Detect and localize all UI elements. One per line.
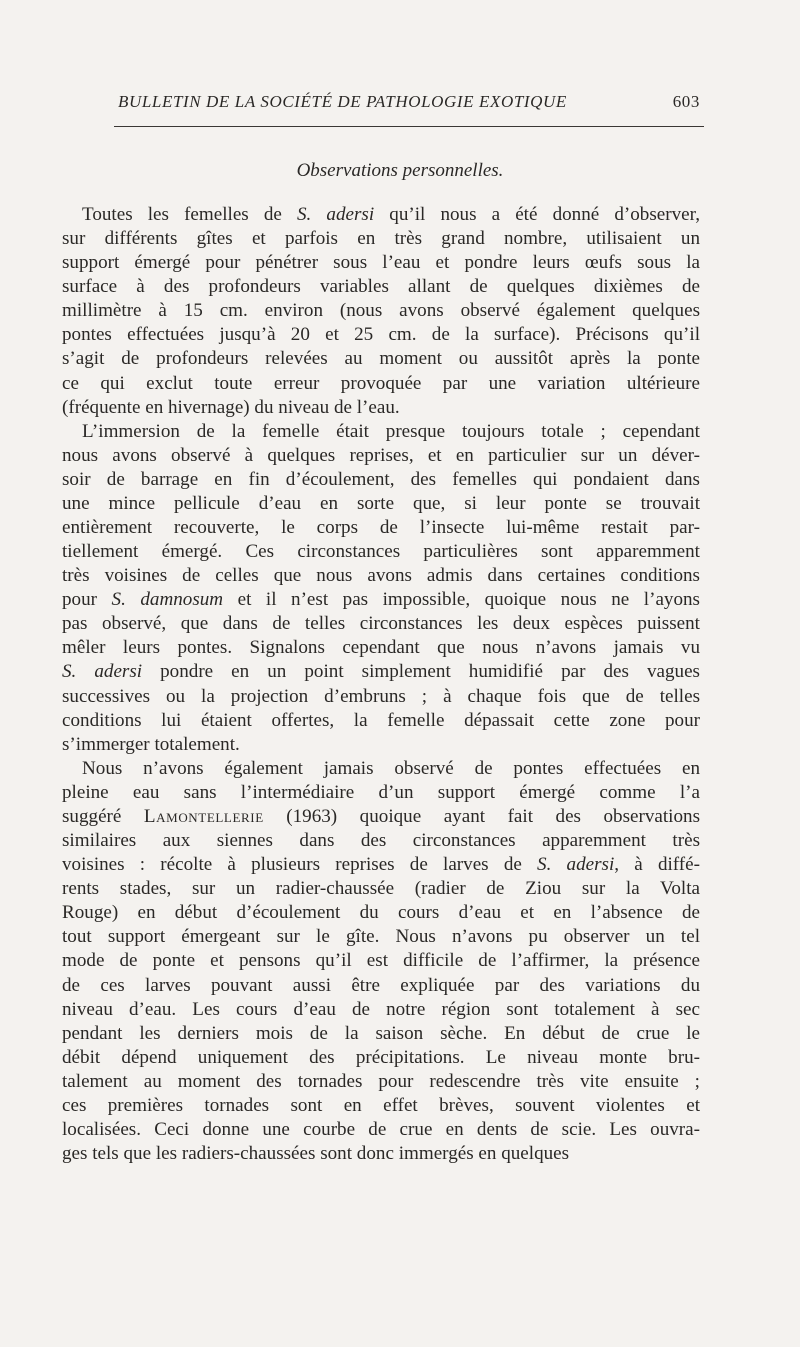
text-run: s’immerger totalement.: [62, 733, 240, 755]
text-run: voisines : récolte à plusieurs reprises de larves de: [62, 854, 538, 876]
text-run: tout support émergeant sur le gîte. Nous n’avons pu observer un tel: [62, 926, 700, 948]
text-line: [62, 492, 700, 516]
text-line: [62, 949, 700, 973]
text-run: mêler leurs pontes. Signalons cependant que nous n’avons jamais vu: [62, 637, 700, 659]
text-line: [62, 588, 700, 612]
text-run: tiellement émergé. Ces circonstances particulières sont apparemment: [62, 541, 700, 563]
italic-text: S. adersi: [62, 661, 143, 683]
text-line: [62, 323, 700, 347]
text-line: [62, 805, 700, 829]
text-line: [62, 709, 700, 733]
text-line: [62, 1094, 700, 1118]
text-line: [62, 420, 700, 444]
section-title: Observations personnelles.: [296, 160, 504, 181]
text-run: localisées. Ceci donne une courbe de crue en dents de scie. Les ouvra-: [62, 1118, 700, 1140]
page-number: 603: [672, 92, 700, 111]
text-line: [62, 516, 700, 540]
text-line: [62, 1142, 700, 1166]
text-run: surface à des profondeurs variables allant de quelques dixièmes de: [62, 276, 700, 298]
text-run: L’immersion de la femelle était presque toujours totale ; cependant: [82, 420, 700, 442]
text-line: [62, 203, 700, 227]
text-line: [62, 974, 700, 998]
text-line: [62, 251, 700, 275]
text-line: [62, 781, 700, 805]
text-run: Toutes les femelles de: [82, 204, 297, 225]
text-run: successives ou la projection d’embruns ; à chaque fois que de telles: [62, 685, 700, 707]
text-run: ges tels que les radiers-chaussées sont donc immergés en quelques: [62, 1143, 570, 1165]
text-run: sur différents gîtes et parfois en très grand nombre, utilisaient un: [62, 228, 700, 250]
text-line: [62, 444, 700, 468]
text-run: rents stades, sur un radier-chaussée (radier de Ziou sur la Volta: [62, 878, 700, 900]
text-run: nous avons observé à quelques reprises, et en particulier sur un déver-: [62, 444, 700, 466]
text-line: [62, 829, 700, 853]
text-line: [62, 1022, 700, 1046]
text-run: pleine eau sans l’intermédiaire d’un support émergé comme l’a: [62, 781, 700, 803]
header-rule: [114, 126, 704, 127]
text-run: s’agit de profondeurs relevées au moment ou aussitôt après la ponte: [62, 348, 700, 370]
text-line: [62, 396, 700, 420]
body-text: [62, 203, 700, 1166]
text-run: Nous n’avons également jamais observé de pontes effectuées en: [82, 757, 700, 779]
text-run: pas observé, que dans de telles circonstances les deux espèces puissent: [62, 613, 700, 635]
text-run: , à diffé-: [614, 854, 700, 876]
text-run: de ces larves pouvant aussi être expliquée par des variations du: [62, 974, 700, 996]
text-run: qu’il nous a été donné d’observer,: [374, 204, 700, 225]
text-run: (fréquente en hivernage) du niveau de l’eau.: [62, 396, 400, 418]
text-line: [62, 1118, 700, 1142]
text-run: talement au moment des tornades pour redescendre très vite ensuite ;: [62, 1070, 700, 1092]
text-run: pontes effectuées jusqu’à 20 et 25 cm. de la surface). Précisons qu’il: [62, 324, 700, 346]
text-line: [62, 925, 700, 949]
text-run: mode de ponte et pensons qu’il est difficile de l’affirmer, la présence: [62, 950, 700, 972]
paragraph: [62, 757, 700, 1166]
text-run: (1963) quoique ayant fait des observations: [263, 805, 700, 827]
paragraph: [62, 420, 700, 757]
text-line: [62, 275, 700, 299]
text-run: et il n’est pas impossible, quoique nous ne l’ayons: [223, 589, 700, 611]
text-line: [62, 468, 700, 492]
author-name: Lamontellerie: [143, 805, 264, 827]
text-run: similaires aux siennes dans des circonstances apparemment très: [62, 830, 700, 852]
paragraph: [62, 203, 700, 420]
text-line: [62, 636, 700, 660]
text-line: [62, 877, 700, 901]
text-line: [62, 540, 700, 564]
text-run: débit dépend uniquement des précipitations. Le niveau monte bru-: [62, 1046, 700, 1068]
text-run: entièrement recouverte, le corps de l’insecte lui-même restait par-: [62, 517, 700, 539]
text-run: pendant les derniers mois de la saison sèche. En début de crue le: [62, 1022, 700, 1044]
text-line: [62, 299, 700, 323]
text-run: conditions lui étaient offertes, la femelle dépassait cette zone pour: [62, 709, 700, 731]
text-run: suggéré: [62, 805, 144, 827]
italic-text: S. damnosum: [111, 589, 224, 611]
text-run: millimètre à 15 cm. environ (nous avons observé également quelques: [62, 300, 700, 322]
text-line: [62, 1070, 700, 1094]
text-line: [62, 757, 700, 781]
text-run: Rouge) en début d’écoulement du cours d’eau et en l’absence de: [62, 902, 700, 924]
text-line: [62, 1046, 700, 1070]
text-run: soir de barrage en fin d’écoulement, des femelles qui pondaient dans: [62, 468, 700, 490]
text-run: ces premières tornades sont en effet brèves, souvent violentes et: [62, 1094, 700, 1116]
text-line: [62, 660, 700, 684]
text-run: pour: [62, 589, 112, 611]
journal-title: BULLETIN DE LA SOCIÉTÉ DE PATHOLOGIE EXOTIQUE: [118, 92, 567, 111]
text-line: [62, 901, 700, 925]
text-run: très voisines de celles que nous avons admis dans certaines conditions: [62, 565, 700, 587]
italic-text: S. adersi: [537, 854, 615, 876]
text-line: [62, 685, 700, 709]
text-run: ce qui exclut toute erreur provoquée par une variation ultérieure: [62, 372, 700, 394]
text-line: [62, 998, 700, 1022]
text-run: une mince pellicule d’eau en sorte que, si leur ponte se trouvait: [62, 492, 700, 514]
text-line: [62, 227, 700, 251]
text-run: support émergé pour pénétrer sous l’eau et pondre leurs œufs sous la: [62, 252, 700, 274]
text-line: [62, 372, 700, 396]
text-line: [62, 564, 700, 588]
text-line: [62, 853, 700, 877]
italic-text: S. adersi: [296, 204, 375, 225]
text-run: niveau d’eau. Les cours d’eau de notre région sont totalement à sec: [62, 998, 700, 1020]
text-line: [62, 612, 700, 636]
text-line: [62, 347, 700, 371]
text-line: [62, 733, 700, 757]
text-run: pondre en un point simplement humidifié par des vagues: [142, 661, 700, 683]
